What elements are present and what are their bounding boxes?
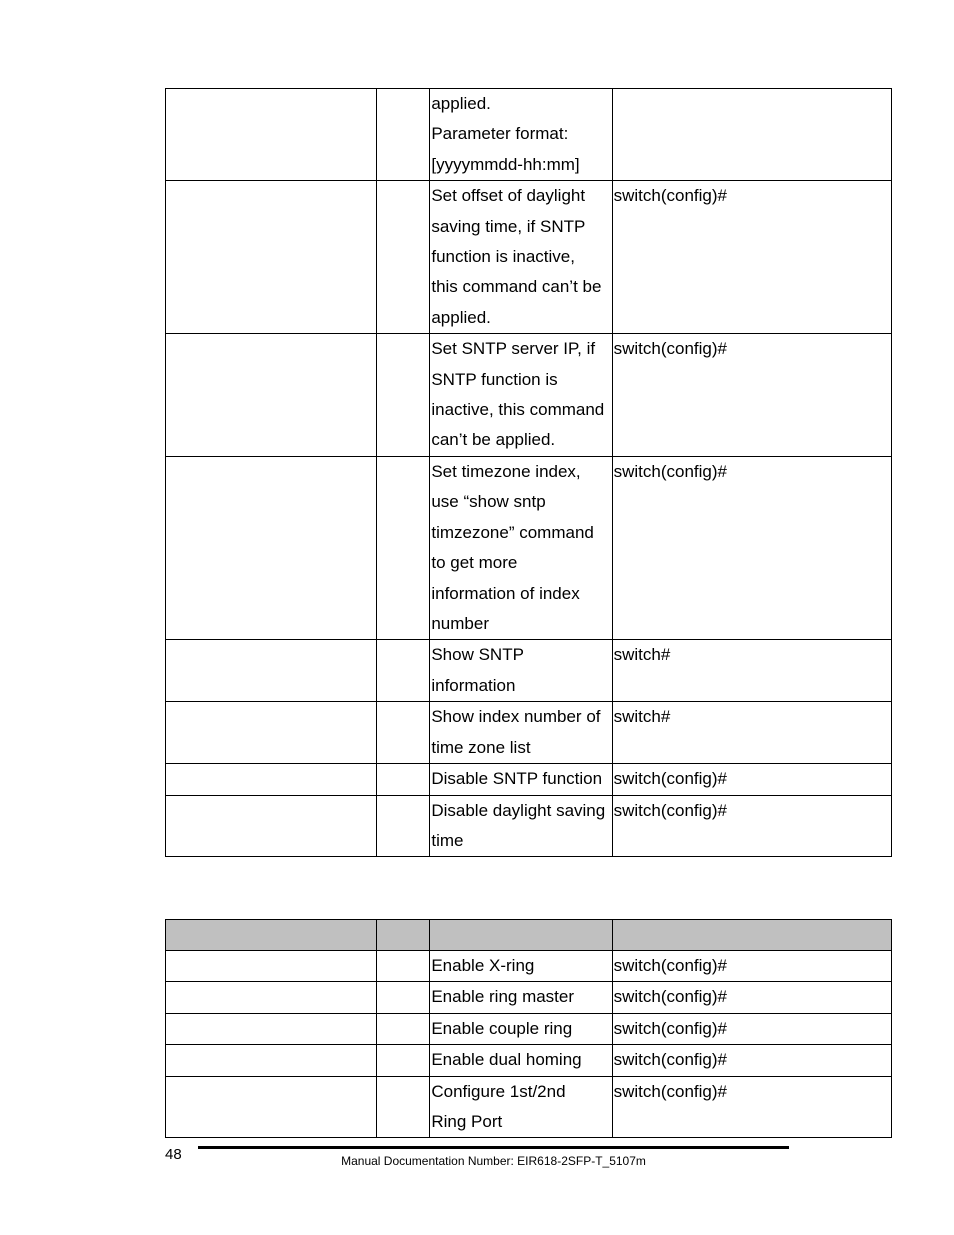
description-cell: Set SNTP server IP, if SNTP function is inactive, this command can’t be applied. (430, 334, 612, 457)
mode-cell: switch(config)# (612, 456, 891, 639)
description-cell: Enable ring master (430, 982, 612, 1013)
parameter-cell (377, 89, 430, 181)
parameter-cell (377, 1076, 430, 1138)
parameter-cell (377, 181, 430, 334)
description-cell: Enable dual homing (430, 1045, 612, 1076)
table-row (166, 795, 892, 857)
command-cell (166, 640, 377, 702)
page-number: 48 (165, 1146, 182, 1163)
parameter-cell (377, 640, 430, 702)
mode-cell: switch(config)# (612, 795, 891, 857)
sntp-command-table (165, 88, 892, 857)
description-cell: Show SNTP information (430, 640, 612, 702)
command-cell (166, 702, 377, 764)
command-cell (166, 456, 377, 639)
xring-command-table (165, 919, 892, 1138)
header-cell (430, 920, 612, 951)
command-cell (166, 1045, 377, 1076)
parameter-cell (377, 1045, 430, 1076)
mode-cell: switch(config)# (612, 764, 891, 795)
table-row (166, 456, 892, 639)
description-cell: Set offset of daylight saving time, if SNTP function is inactive, this command can’t be applied. (430, 181, 612, 334)
table-row (166, 334, 892, 457)
parameter-cell (377, 1013, 430, 1044)
description-cell: Show index number of time zone list (430, 702, 612, 764)
mode-cell: switch(config)# (612, 951, 891, 982)
mode-cell: switch# (612, 640, 891, 702)
table-row (166, 702, 892, 764)
table-row (166, 89, 892, 181)
command-cell (166, 334, 377, 457)
parameter-cell (377, 334, 430, 457)
description-cell: Set timezone index, use “show sntp timzezone” command to get more information of index number (430, 456, 612, 639)
command-cell (166, 764, 377, 795)
command-cell (166, 1013, 377, 1044)
mode-cell: switch(config)# (612, 1045, 891, 1076)
mode-cell (612, 89, 891, 181)
mode-cell: switch(config)# (612, 1076, 891, 1138)
description-cell: Enable X-ring (430, 951, 612, 982)
mode-cell: switch(config)# (612, 982, 891, 1013)
parameter-cell (377, 702, 430, 764)
mode-cell: switch(config)# (612, 334, 891, 457)
doc-number: Manual Documentation Number: EIR618-2SFP-T_5107m (341, 1154, 646, 1168)
description-cell: Disable daylight saving time (430, 795, 612, 857)
command-cell (166, 795, 377, 857)
table-row (166, 1045, 892, 1076)
mode-cell: switch(config)# (612, 181, 891, 334)
table-row (166, 951, 892, 982)
parameter-cell (377, 764, 430, 795)
description-cell: Configure 1st/2nd Ring Port (430, 1076, 612, 1138)
footer-divider (198, 1146, 789, 1149)
table-row (166, 1013, 892, 1044)
mode-cell: switch# (612, 702, 891, 764)
command-cell (166, 1076, 377, 1138)
command-cell (166, 951, 377, 982)
command-cell (166, 89, 377, 181)
table-row (166, 982, 892, 1013)
parameter-cell (377, 951, 430, 982)
table-header-row (166, 920, 892, 951)
mode-cell: switch(config)# (612, 1013, 891, 1044)
table-row (166, 1076, 892, 1138)
header-cell (166, 920, 377, 951)
description-cell: applied. Parameter format: [yyyymmdd-hh:mm] (430, 89, 612, 181)
header-cell (612, 920, 891, 951)
description-cell: Enable couple ring (430, 1013, 612, 1044)
table-row (166, 181, 892, 334)
command-cell (166, 982, 377, 1013)
table-row (166, 764, 892, 795)
description-cell: Disable SNTP function (430, 764, 612, 795)
parameter-cell (377, 982, 430, 1013)
parameter-cell (377, 795, 430, 857)
parameter-cell (377, 456, 430, 639)
table-row (166, 640, 892, 702)
header-cell (377, 920, 430, 951)
command-cell (166, 181, 377, 334)
